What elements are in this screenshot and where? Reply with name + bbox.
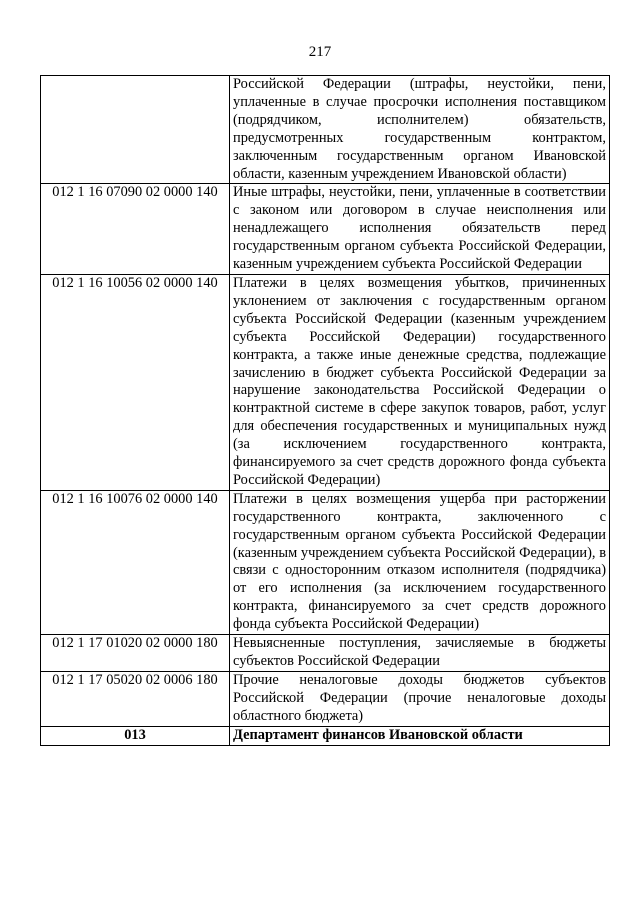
- table-row: [41, 635, 610, 672]
- code-cell: 012 1 17 01020 02 0000 180: [41, 635, 230, 672]
- code-cell: 012 1 16 07090 02 0000 140: [41, 184, 230, 275]
- page-number: 217: [308, 44, 332, 60]
- section-code-cell: 013: [41, 726, 230, 745]
- table-row: [41, 184, 610, 275]
- code-cell: 012 1 17 05020 02 0006 180: [41, 671, 230, 726]
- name-cell: Российской Федерации (штрафы, неустойки, пени, уплаченные в случае просрочки исполнения поставщиком (подрядчиком, исполнителем) обязательств, предусмотренных государственным контрактом, заключенным государственным органом Ивановской области, казенным учреждением Ивановской области): [230, 76, 610, 184]
- budget-codes-table: [40, 75, 610, 746]
- section-name-cell: Департамент финансов Ивановской области: [230, 726, 610, 745]
- table-row: [41, 490, 610, 634]
- name-cell: Невыясненные поступления, зачисляемые в бюджеты субъектов Российской Федерации: [230, 635, 610, 672]
- section-header-row: [41, 726, 610, 745]
- table-row: [41, 76, 610, 184]
- name-cell: Платежи в целях возмещения убытков, причиненных уклонением от заключения с государственным органом субъекта Российской Федерации (казенным учреждением субъекта Российской Федерации) государственного контракта, а также иные денежные средства, подлежащие зачислению в бюджет субъекта Российской Федерации за нарушение законодательства Российской Федерации о контрактной системе в сфере закупок товаров, работ, услуг для обеспечения государственных и муниципальных нужд (за исключением государственного контракта, финансируемого за счет средств дорожного фонда субъекта Российской Федерации): [230, 274, 610, 490]
- name-cell: Платежи в целях возмещения ущерба при расторжении государственного контракта, заключенного с государственным органом субъекта Российской Федерации (казенным учреждением субъекта Российской Федерации), в связи с односторонним отказом исполнителя (подрядчика) от его исполнения (за исключением государственного контракта, финансируемого за счет средств дорожного фонда субъекта Российской Федерации): [230, 490, 610, 634]
- code-cell: 012 1 16 10056 02 0000 140: [41, 274, 230, 490]
- code-cell: [41, 76, 230, 184]
- name-cell: Прочие неналоговые доходы бюджетов субъектов Российской Федерации (прочие неналоговые доходы областного бюджета): [230, 671, 610, 726]
- table-row: [41, 274, 610, 490]
- table-row: [41, 671, 610, 726]
- code-cell: 012 1 16 10076 02 0000 140: [41, 490, 230, 634]
- name-cell: Иные штрафы, неустойки, пени, уплаченные в соответствии с законом или договором в случае неисполнения или ненадлежащего исполнения обязательств перед государственным органом субъекта Российской Федерации, казенным учреждением субъекта Российской Федерации: [230, 184, 610, 275]
